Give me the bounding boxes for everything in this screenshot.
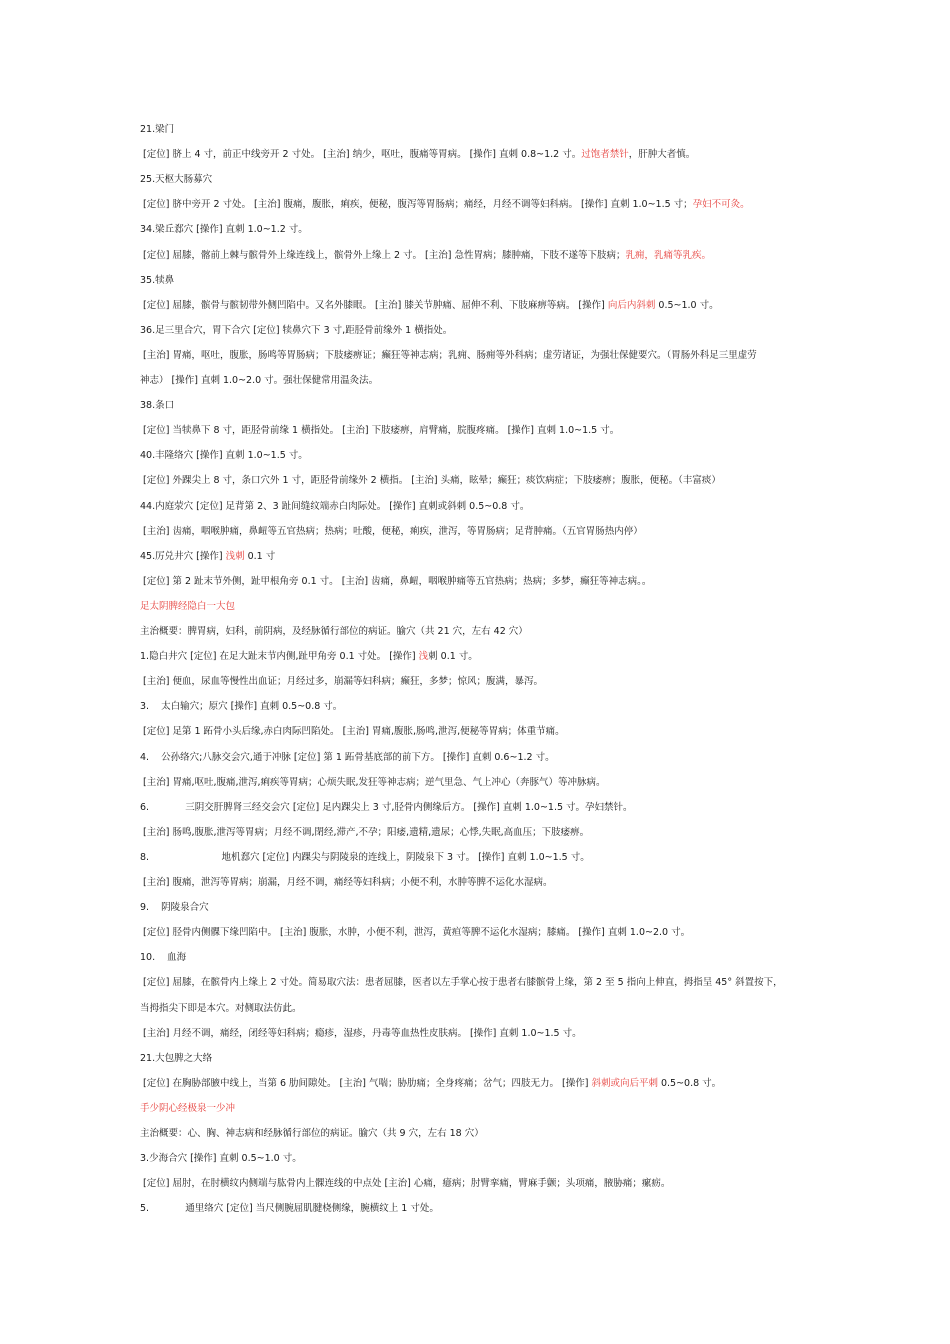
text-line	[140, 776, 830, 790]
text-segment: [主治] 齿痛，咽喉肿痛，鼻衄等五官热病；热病；吐酸，便秘，痢疾，泄泻，等胃肠病；足背肿痛。（五官胃肠热内停）	[140, 525, 643, 537]
text-segment: [定位] 胫骨内侧髁下缘凹陷中。 [主治] 腹胀，水肿，小便不利，泄泻，黄疸等脾不运化水湿病；膝痛。 [操作] 直刺 1.0~2.0 寸。	[140, 927, 691, 939]
text-segment: 刺 0.1 寸。	[428, 651, 478, 663]
text-segment: 5. 通里络穴 [定位] 当尺侧腕屈肌腱桡侧缘，腕横纹上 1 寸处。	[140, 1203, 439, 1215]
text-segment: 36.足三里合穴，胃下合穴 [定位] 犊鼻穴下 3 寸,距胫骨前缘外 1 横指处。	[140, 324, 453, 336]
text-line	[140, 173, 830, 187]
text-line	[140, 675, 830, 689]
text-segment: [定位] 当犊鼻下 8 寸，距胫骨前缘 1 横指处。 [主治] 下肢痿痹，肩臂痛，脘腹疼痛。 [操作] 直刺 1.0~1.5 寸。	[140, 425, 620, 437]
text-segment: 8. 地机郄穴 [定位] 内踝尖与阴陵泉的连线上，阴陵泉下 3 寸。 [操作] 直刺 1.0~1.5 寸。	[140, 851, 590, 863]
text-segment: 0.1 寸	[244, 550, 276, 562]
text-line	[140, 148, 830, 162]
highlight-text: 孕妇不可灸。	[692, 199, 750, 211]
text-segment: ，肝肿大者慎。	[628, 149, 696, 161]
text-line	[140, 1127, 830, 1141]
text-line	[140, 374, 830, 388]
text-line	[140, 951, 830, 965]
text-line	[140, 1102, 830, 1116]
text-line	[140, 349, 830, 363]
text-segment: [定位] 脐中旁开 2 寸处。 [主治] 腹痛，腹胀，痢疾，便秘，腹泻等胃肠病；痛经，月经不调等妇科病。 [操作] 直刺 1.0~1.5 寸；	[140, 199, 693, 211]
text-segment: 4. 公孙络穴;八脉交会穴,通于冲脉 [定位] 第 1 跖骨基底部的前下方。 [操作] 直刺 0.6~1.2 寸。	[140, 751, 555, 763]
highlight-text: 浅刺	[225, 550, 245, 562]
text-line	[140, 851, 830, 865]
text-line	[140, 424, 830, 438]
text-segment: 21.梁门	[140, 124, 175, 135]
text-line	[140, 751, 830, 765]
text-segment: 3. 太白输穴；原穴 [操作] 直刺 0.5~0.8 寸。	[140, 701, 343, 713]
text-line	[140, 625, 830, 639]
text-line	[140, 901, 830, 915]
text-line	[140, 801, 830, 815]
text-line	[140, 324, 830, 338]
text-line	[140, 1202, 830, 1216]
text-line	[140, 1177, 830, 1191]
text-line	[140, 449, 830, 463]
text-segment: 10. 血海	[140, 952, 187, 964]
highlight-text: 足太阴脾经隐白一大包	[140, 600, 236, 612]
text-line	[140, 926, 830, 940]
text-segment: 38.条口	[140, 400, 175, 412]
text-line	[140, 600, 830, 614]
text-segment: 主治概要：心、胸、神志病和经脉循行部位的病证。腧穴（共 9 穴，左右 18 穴）	[140, 1128, 484, 1139]
text-segment: 3.少海合穴 [操作] 直刺 0.5~1.0 寸。	[140, 1153, 302, 1165]
text-line	[140, 1152, 830, 1166]
text-line	[140, 474, 830, 488]
text-segment: 9. 阴陵泉合穴	[140, 902, 209, 914]
text-line	[140, 123, 830, 137]
text-line	[140, 1027, 830, 1041]
text-line	[140, 299, 830, 313]
text-line	[140, 1052, 830, 1066]
text-segment: 0.5~1.0 寸。	[655, 299, 719, 311]
text-line	[140, 1077, 830, 1091]
text-segment: 45.厉兑井穴 [操作]	[140, 550, 226, 562]
text-line	[140, 223, 830, 237]
text-segment: [主治] 腹痛，泄泻等胃病；崩漏，月经不调，痛经等妇科病；小便不利，水肿等脾不运化水湿病。	[140, 877, 553, 888]
text-segment: 主治概要：脾胃病，妇科，前阴病，及经脉循行部位的病证。腧穴（共 21 穴，左右 42 穴）	[140, 626, 528, 637]
text-segment: 1.隐白井穴 [定位] 在足大趾末节内侧,趾甲角旁 0.1 寸处。 [操作]	[140, 651, 419, 663]
text-line	[140, 826, 830, 840]
text-segment: [定位] 脐上 4 寸，前正中线旁开 2 寸处。 [主治] 纳少，呕吐，腹痛等胃病。 [操作] 直刺 0.8~1.2 寸。	[140, 149, 582, 161]
text-segment: [主治] 月经不调，痛经，闭经等妇科病；瘾疹，湿疹，丹毒等血热性皮肤病。 [操作] 直刺 1.0~1.5 寸。	[140, 1027, 582, 1039]
text-segment: [主治] 胃痛，呕吐，腹胀，肠鸣等胃肠病；下肢痿痹证；癫狂等神志病；乳痈、肠痈等外科病；虚劳诸证，为强壮保健要穴。（胃肠外科足三里虚劳	[140, 349, 757, 361]
text-segment: [主治] 肠鸣,腹胀,泄泻等胃病；月经不调,閉经,滞产,不孕；阳痿,遗精,遗尿；心悸,失眠,高血压；下肢痿痹。	[140, 826, 590, 838]
text-segment: 25.天枢大肠募穴	[140, 174, 213, 186]
text-segment: [定位] 第 2 趾末节外侧，趾甲根角旁 0.1 寸。 [主治] 齿痛，鼻衄，咽喉肿痛等五官热病；热病；多梦，癫狂等神志病。。	[140, 575, 652, 587]
text-segment: [定位] 屈膝，在髌骨内上缘上 2 寸处。简易取穴法：患者屈膝，医者以左手掌心按于患者右膝髌骨上缘，第 2 至 5 指向上伸直，拇指呈 45° 斜置按下，	[140, 977, 783, 989]
text-segment: 21.大包脾之大络	[140, 1052, 213, 1064]
text-segment: [定位] 在胸胁部腋中线上，当第 6 肋间隙处。 [主治] 气喘；胁肋痛；全身疼痛；岔气；四肢无力。 [操作]	[140, 1077, 592, 1089]
text-segment: [主治] 胃痛,呕吐,腹痛,泄泻,痢疾等胃病；心烦失眠,发狂等神志病；逆气里急、气上冲心（奔豚气）等冲脉病。	[140, 776, 606, 788]
text-segment: 35.犊鼻	[140, 274, 175, 286]
text-segment: 40.丰隆络穴 [操作] 直刺 1.0~1.5 寸。	[140, 450, 308, 462]
highlight-text: 乳痈，乳痛等乳疾。	[625, 249, 712, 261]
text-line	[140, 700, 830, 714]
text-line	[140, 249, 830, 263]
text-segment: 当拇指尖下即是本穴。对侧取法仿此。	[140, 1002, 302, 1014]
text-line	[140, 500, 830, 514]
text-line	[140, 1002, 830, 1016]
text-line	[140, 575, 830, 589]
text-line	[140, 550, 830, 564]
highlight-text: 浅	[418, 651, 429, 663]
highlight-text: 过饱者禁针	[581, 149, 629, 161]
text-line	[140, 876, 830, 890]
text-segment: [主治] 便血，尿血等慢性出血证；月经过多，崩漏等妇科病；癫狂，多梦；惊风；腹满，暴泻。	[140, 676, 543, 688]
text-segment: 神志） [操作] 直刺 1.0~2.0 寸。强壮保健常用温灸法。	[140, 375, 379, 386]
text-line	[140, 274, 830, 288]
text-segment: 6. 三阴交肝脾肾三经交会穴 [定位] 足内踝尖上 3 寸,胫骨内侧缘后方。 [操作] 直刺 1.0~1.5 寸。孕妇禁针。	[140, 801, 633, 813]
text-segment: [定位] 屈膝，髌骨与髌韧带外侧凹陷中。又名外膝眼。 [主治] 膝关节肿痛、屈伸不利、下肢麻痹等病。 [操作]	[140, 299, 608, 311]
text-line	[140, 198, 830, 212]
text-line	[140, 525, 830, 539]
highlight-text: 斜刺或向后平刺	[591, 1077, 658, 1089]
highlight-text: 手少阴心经极泉一少冲	[140, 1102, 236, 1114]
text-segment: 0.5~0.8 寸。	[657, 1077, 722, 1089]
text-segment: 34.梁丘郄穴 [操作] 直刺 1.0~1.2 寸。	[140, 224, 308, 236]
text-line	[140, 650, 830, 664]
text-line	[140, 976, 830, 990]
highlight-text: 向后内斜刺	[607, 299, 656, 311]
text-segment: [定位] 屈膝，髂前上棘与髌骨外上缘连线上，髌骨外上缘上 2 寸。 [主治] 急性胃病；膝肿痛，下肢不遂等下肢病；	[140, 249, 626, 261]
text-segment: [定位] 外踝尖上 8 寸，条口穴外 1 寸，距胫骨前缘外 2 横指。 [主治] 头痛，眩晕；癫狂；痰饮病症；下肢痿痹；腹胀，便秘。（丰富痰）	[140, 475, 721, 487]
text-segment: 44.内庭荥穴 [定位] 足背第 2、3 趾间缝纹端赤白肉际处。 [操作] 直刺或斜刺 0.5~0.8 寸。	[140, 500, 530, 512]
text-segment: [定位] 屈肘，在肘横纹内侧端与肱骨内上髁连线的中点处 [主治] 心痛，癔病；肘臂挛痛，臂麻手颤；头项痛，腋胁痛；瘰疬。	[140, 1178, 671, 1190]
text-line	[140, 725, 830, 739]
text-segment: [定位] 足第 1 跖骨小头后缘,赤白肉际凹陷处。 [主治] 胃痛,腹胀,肠鸣,泄泻,便秘等胃病；体重节痛。	[140, 726, 565, 738]
text-line	[140, 399, 830, 413]
